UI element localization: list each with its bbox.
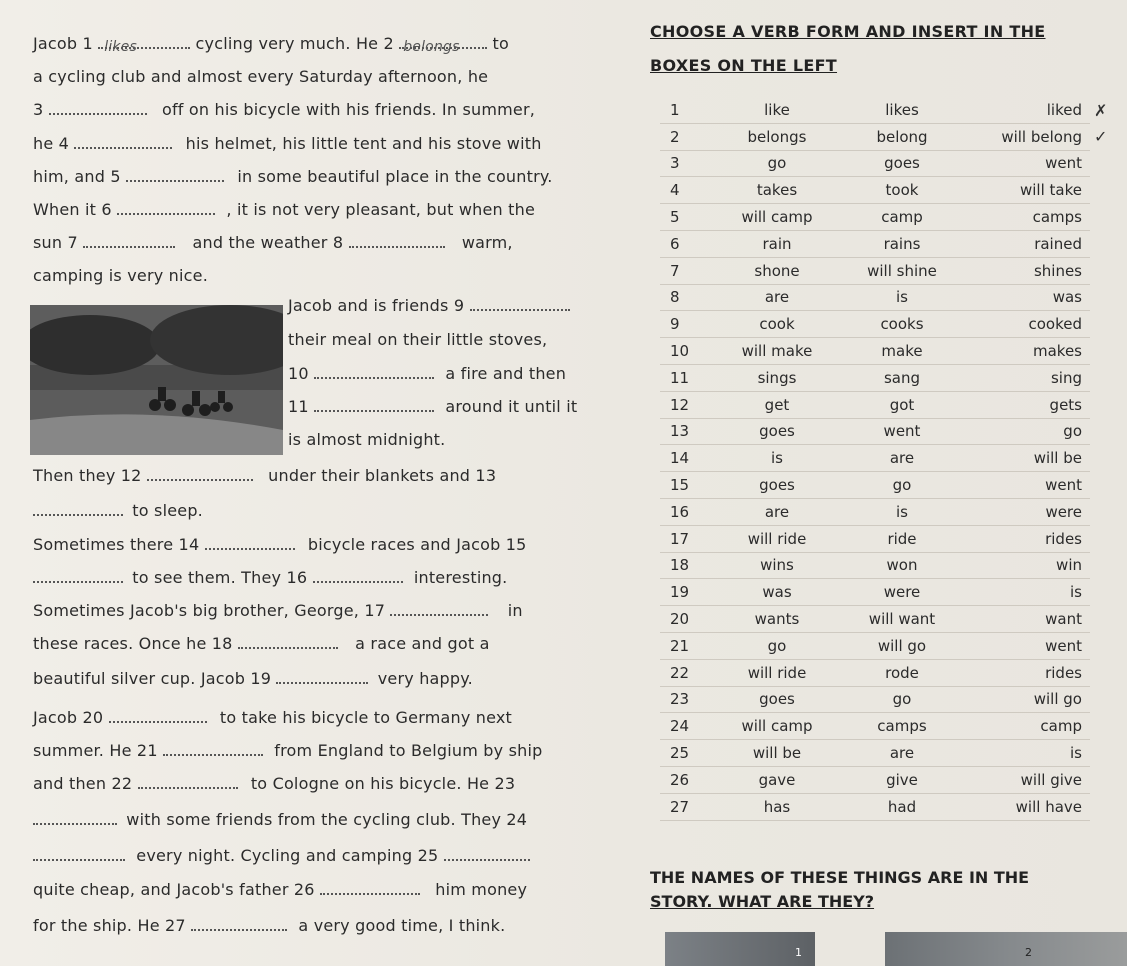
- story-line-3: 3 off on his bicycle with his friends. In summer,: [33, 100, 536, 119]
- verb-option[interactable]: ride: [842, 525, 962, 552]
- verb-option[interactable]: will want: [842, 606, 962, 633]
- verb-option[interactable]: shone: [712, 257, 842, 284]
- verb-option[interactable]: are: [842, 445, 962, 472]
- verb-option[interactable]: go: [842, 472, 962, 499]
- verb-option[interactable]: win: [962, 552, 1090, 579]
- story-line-6: When it 6 , it is not very pleasant, but when the: [33, 200, 535, 219]
- spacer: [1090, 659, 1114, 686]
- verb-option[interactable]: will camp: [712, 713, 842, 740]
- verb-option[interactable]: go: [712, 150, 842, 177]
- answer-blank-5[interactable]: [126, 180, 224, 182]
- answer-blank-20[interactable]: [109, 721, 207, 723]
- verb-option[interactable]: will be: [712, 740, 842, 767]
- verb-option[interactable]: sing: [962, 364, 1090, 391]
- item-number: 8: [660, 284, 712, 311]
- answer-blank-22[interactable]: [138, 787, 238, 789]
- verb-option[interactable]: wants: [712, 606, 842, 633]
- verb-option[interactable]: will make: [712, 338, 842, 365]
- verb-option[interactable]: get: [712, 391, 842, 418]
- spacer: [1090, 311, 1114, 338]
- verb-option[interactable]: makes: [962, 338, 1090, 365]
- verb-option[interactable]: is: [712, 445, 842, 472]
- answer-blank-11[interactable]: [314, 410, 434, 412]
- spacer: [1090, 364, 1114, 391]
- spacer: [1090, 606, 1114, 633]
- verb-option[interactable]: will ride: [712, 525, 842, 552]
- verb-option[interactable]: goes: [712, 418, 842, 445]
- verb-option[interactable]: make: [842, 338, 962, 365]
- answer-blank-18[interactable]: [238, 647, 338, 649]
- verb-row: [660, 632, 1114, 659]
- verb-option[interactable]: rain: [712, 230, 842, 257]
- spacer: [1090, 552, 1114, 579]
- verb-row: [660, 606, 1114, 633]
- verb-option[interactable]: liked: [962, 97, 1090, 123]
- spacer: [1090, 766, 1114, 793]
- verb-option[interactable]: went: [842, 418, 962, 445]
- story-line-2: a cycling club and almost every Saturday afternoon, he: [33, 67, 489, 86]
- spacer: [1090, 257, 1114, 284]
- item-number: 11: [660, 364, 712, 391]
- verb-option[interactable]: sang: [842, 364, 962, 391]
- story-line-20: beautiful silver cup. Jacob 19 very happy.: [33, 669, 473, 688]
- verb-row: [660, 418, 1114, 445]
- verb-option[interactable]: cooked: [962, 311, 1090, 338]
- item-number: 14: [660, 445, 712, 472]
- verb-row: [660, 793, 1114, 820]
- answer-blank-25[interactable]: [444, 859, 530, 861]
- answer-blank-4[interactable]: [74, 147, 172, 149]
- item-number: 27: [660, 793, 712, 820]
- spacer: [1090, 472, 1114, 499]
- spacer: [1090, 793, 1114, 820]
- answer-blank-3[interactable]: [49, 113, 147, 115]
- verb-row: [660, 686, 1114, 713]
- spacer: [1090, 579, 1114, 606]
- verb-option[interactable]: are: [712, 498, 842, 525]
- verb-option[interactable]: will ride: [712, 659, 842, 686]
- story-line-4: he 4 his helmet, his little tent and his stove with: [33, 134, 542, 153]
- verb-option[interactable]: rained: [962, 230, 1090, 257]
- verb-row: [660, 230, 1114, 257]
- item-number: 10: [660, 338, 712, 365]
- verb-row: [660, 391, 1114, 418]
- story-text: Jacob 1: [33, 34, 93, 53]
- story-line-11: 10 a fire and then: [288, 364, 567, 383]
- item-number: 18: [660, 552, 712, 579]
- answer-blank-10[interactable]: [314, 377, 434, 379]
- story-line-10: their meal on their little stoves,: [288, 330, 548, 349]
- verb-option[interactable]: won: [842, 552, 962, 579]
- verb-option[interactable]: cooks: [842, 311, 962, 338]
- verb-option[interactable]: will go: [842, 632, 962, 659]
- verb-option[interactable]: go: [842, 686, 962, 713]
- verb-option[interactable]: were: [842, 579, 962, 606]
- verb-row: [660, 472, 1114, 499]
- answer-blank-19[interactable]: [276, 682, 368, 684]
- answer-blank-17[interactable]: [390, 614, 488, 616]
- story-line-24: with some friends from the cycling club. They 24: [33, 810, 527, 829]
- verb-option[interactable]: went: [962, 150, 1090, 177]
- answer-blank-21[interactable]: [163, 754, 263, 756]
- verb-option[interactable]: got: [842, 391, 962, 418]
- verb-row: [660, 150, 1114, 177]
- verb-option[interactable]: gets: [962, 391, 1090, 418]
- verb-row: [660, 713, 1114, 740]
- verb-option[interactable]: will take: [962, 177, 1090, 204]
- verb-option[interactable]: gave: [712, 766, 842, 793]
- answer-blank-8[interactable]: [349, 246, 445, 248]
- item-number: 20: [660, 606, 712, 633]
- verb-option[interactable]: belongs: [712, 123, 842, 150]
- spacer: [1090, 230, 1114, 257]
- verb-option[interactable]: goes: [842, 150, 962, 177]
- story-line-5: him, and 5 in some beautiful place in the country.: [33, 167, 553, 186]
- story-line-18: Sometimes Jacob's big brother, George, 17 in: [33, 601, 523, 620]
- verb-option[interactable]: will have: [962, 793, 1090, 820]
- verb-option[interactable]: goes: [712, 472, 842, 499]
- instruction-heading-2: BOXES ON THE LEFT: [650, 56, 838, 75]
- answer-blank-9[interactable]: [470, 309, 570, 311]
- verb-option[interactable]: want: [962, 606, 1090, 633]
- spacer: [1090, 418, 1114, 445]
- item-number: 22: [660, 659, 712, 686]
- story-line-23: and then 22 to Cologne on his bicycle. He 23: [33, 774, 516, 793]
- verb-option[interactable]: has: [712, 793, 842, 820]
- spacer: [1090, 204, 1114, 231]
- item-number: 21: [660, 632, 712, 659]
- verb-option[interactable]: will be: [962, 445, 1090, 472]
- story-line-25: every night. Cycling and camping 25: [33, 846, 530, 865]
- verb-option[interactable]: will give: [962, 766, 1090, 793]
- answer-blank-7[interactable]: [83, 246, 175, 248]
- item-number: 19: [660, 579, 712, 606]
- instruction-heading: CHOOSE A VERB FORM AND INSERT IN THE: [650, 22, 1046, 41]
- item-number: 13: [660, 418, 712, 445]
- story-line-15: to sleep.: [33, 501, 203, 520]
- item-number: 5: [660, 204, 712, 231]
- verb-option[interactable]: rides: [962, 525, 1090, 552]
- verb-option[interactable]: goes: [712, 686, 842, 713]
- item-number: 1: [660, 97, 712, 123]
- verb-option[interactable]: rides: [962, 659, 1090, 686]
- spacer: [1090, 686, 1114, 713]
- verb-row: [660, 579, 1114, 606]
- story-line-9: Jacob and is friends 9: [288, 296, 570, 315]
- picture-thumbnail-1: 1: [665, 932, 815, 966]
- story-line-13: is almost midnight.: [288, 430, 446, 449]
- item-number: 9: [660, 311, 712, 338]
- story-line-8: camping is very nice.: [33, 266, 208, 285]
- spacer: [1090, 498, 1114, 525]
- verb-row: [660, 766, 1114, 793]
- story-line-16: Sometimes there 14 bicycle races and Jacob 15: [33, 535, 527, 554]
- item-number: 7: [660, 257, 712, 284]
- verb-option[interactable]: rains: [842, 230, 962, 257]
- verb-row: [660, 552, 1114, 579]
- story-line-21: Jacob 20 to take his bicycle to Germany next: [33, 708, 513, 727]
- story-text: cycling very much. He 2: [195, 34, 394, 53]
- story-line-7: sun 7 and the weather 8 warm,: [33, 233, 513, 252]
- verb-option[interactable]: will camp: [712, 204, 842, 231]
- picture-thumbnail-2: 2: [885, 932, 1127, 966]
- verb-option[interactable]: will go: [962, 686, 1090, 713]
- spacer: [1090, 525, 1114, 552]
- verb-option[interactable]: like: [712, 97, 842, 123]
- spacer: [1090, 445, 1114, 472]
- item-number: 2: [660, 123, 712, 150]
- answer-blank-26[interactable]: [320, 893, 420, 895]
- spacer: [1090, 150, 1114, 177]
- verb-option[interactable]: is: [962, 740, 1090, 767]
- answer-blank-12[interactable]: [147, 479, 253, 481]
- exercise-column: [620, 0, 1127, 966]
- answer-blank-2[interactable]: [399, 39, 487, 55]
- verb-option[interactable]: camps: [842, 713, 962, 740]
- spacer: [1090, 284, 1114, 311]
- verb-option[interactable]: were: [962, 498, 1090, 525]
- answer-blank-24[interactable]: [33, 859, 125, 861]
- verb-row: [660, 123, 1114, 150]
- verb-row: [660, 311, 1114, 338]
- cyclists-photo: [30, 305, 283, 455]
- item-number: 24: [660, 713, 712, 740]
- item-number: 17: [660, 525, 712, 552]
- verb-option[interactable]: had: [842, 793, 962, 820]
- verb-row: [660, 204, 1114, 231]
- handwritten-answer-1: likes: [104, 39, 138, 55]
- verb-option[interactable]: are: [842, 740, 962, 767]
- story-text: to: [492, 34, 509, 53]
- answer-blank-1[interactable]: [98, 39, 190, 55]
- verb-option[interactable]: wins: [712, 552, 842, 579]
- spacer: [1090, 740, 1114, 767]
- question-line-1: THE NAMES OF THESE THINGS ARE IN THE: [650, 868, 1030, 887]
- verb-option[interactable]: went: [962, 472, 1090, 499]
- verb-row: [660, 97, 1114, 123]
- verb-row: [660, 659, 1114, 686]
- item-number: 6: [660, 230, 712, 257]
- spacer: [1090, 632, 1114, 659]
- verb-row: [660, 445, 1114, 472]
- verb-option[interactable]: likes: [842, 97, 962, 123]
- spacer: [1090, 713, 1114, 740]
- verb-option[interactable]: was: [712, 579, 842, 606]
- item-number: 25: [660, 740, 712, 767]
- answer-blank-27[interactable]: [191, 929, 287, 931]
- verb-option[interactable]: will belong: [962, 123, 1090, 150]
- verb-choice-table: [660, 97, 1114, 821]
- answer-blank-23[interactable]: [33, 823, 117, 825]
- verb-row: [660, 740, 1114, 767]
- verb-option[interactable]: go: [712, 632, 842, 659]
- verb-option[interactable]: took: [842, 177, 962, 204]
- item-number: 26: [660, 766, 712, 793]
- story-line-27: for the ship. He 27 a very good time, I think.: [33, 916, 506, 935]
- story-line-19: these races. Once he 18 a race and got a: [33, 634, 490, 653]
- story-line-12: 11 around it until it: [288, 397, 578, 416]
- verb-option[interactable]: shines: [962, 257, 1090, 284]
- answer-blank-13[interactable]: [33, 514, 123, 516]
- verb-option[interactable]: go: [962, 418, 1090, 445]
- cross-mark-icon: ✗: [1094, 100, 1108, 120]
- handwritten-answer-2: belongs: [403, 39, 460, 55]
- verb-option[interactable]: is: [842, 284, 962, 311]
- verb-option[interactable]: sings: [712, 364, 842, 391]
- item-number: 23: [660, 686, 712, 713]
- answer-blank-15[interactable]: [33, 581, 123, 583]
- story-line-26: quite cheap, and Jacob's father 26 him money: [33, 880, 528, 899]
- verb-row: [660, 284, 1114, 311]
- story-line-1: [33, 34, 509, 53]
- verb-option[interactable]: camps: [962, 204, 1090, 231]
- question-line-2: STORY. WHAT ARE THEY?: [650, 892, 875, 911]
- picture-question-heading: [650, 866, 1029, 914]
- verb-option[interactable]: cook: [712, 311, 842, 338]
- answer-blank-14[interactable]: [205, 548, 295, 550]
- item-number: 4: [660, 177, 712, 204]
- answer-blank-6[interactable]: [117, 213, 215, 215]
- verb-option[interactable]: was: [962, 284, 1090, 311]
- verb-option[interactable]: is: [962, 579, 1090, 606]
- verb-row: [660, 257, 1114, 284]
- verb-row: [660, 498, 1114, 525]
- story-line-17: to see them. They 16 interesting.: [33, 568, 507, 587]
- verb-row: [660, 338, 1114, 365]
- check-mark-icon: ✓: [1094, 127, 1108, 147]
- verb-option[interactable]: camp: [962, 713, 1090, 740]
- spacer: [1090, 177, 1114, 204]
- verb-option[interactable]: is: [842, 498, 962, 525]
- item-number: 3: [660, 150, 712, 177]
- answer-blank-16[interactable]: [313, 581, 403, 583]
- verb-option[interactable]: went: [962, 632, 1090, 659]
- spacer: [1090, 338, 1114, 365]
- story-line-22: summer. He 21 from England to Belgium by ship: [33, 741, 543, 760]
- verb-option[interactable]: camp: [842, 204, 962, 231]
- item-number: 15: [660, 472, 712, 499]
- verb-row: [660, 525, 1114, 552]
- verb-option[interactable]: rode: [842, 659, 962, 686]
- spacer: [1090, 391, 1114, 418]
- verb-option[interactable]: are: [712, 284, 842, 311]
- verb-option[interactable]: give: [842, 766, 962, 793]
- story-line-14: Then they 12 under their blankets and 13: [33, 466, 497, 485]
- verb-option[interactable]: will shine: [842, 257, 962, 284]
- item-number: 12: [660, 391, 712, 418]
- verb-row: [660, 177, 1114, 204]
- item-number: 16: [660, 498, 712, 525]
- verb-option[interactable]: belong: [842, 123, 962, 150]
- verb-row: [660, 364, 1114, 391]
- verb-option[interactable]: takes: [712, 177, 842, 204]
